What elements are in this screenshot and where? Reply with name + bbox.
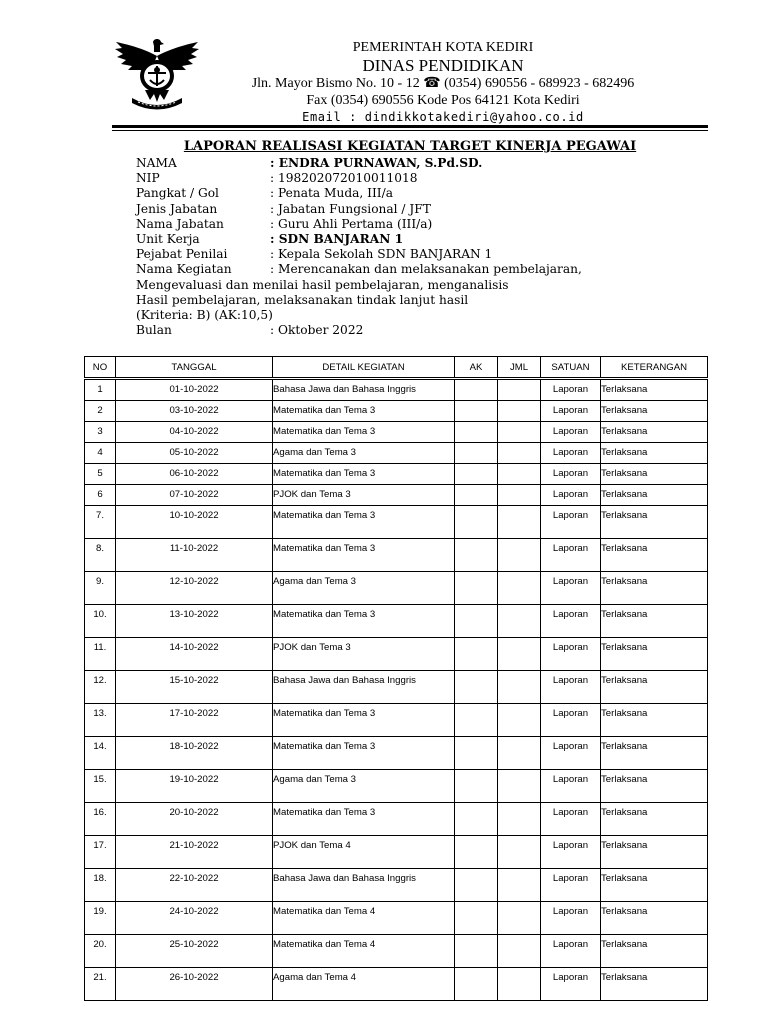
cell-tanggal: 06-10-2022 (116, 464, 273, 485)
table-row (85, 869, 708, 902)
cell-tanggal: 24-10-2022 (116, 902, 273, 935)
info-label: Jenis Jabatan (136, 201, 218, 216)
cell-keterangan: Terlaksana (601, 803, 708, 836)
cell-ak (455, 902, 498, 935)
col-header-no: NO (85, 357, 116, 379)
cell-jml (498, 737, 541, 770)
cell-no: 18. (85, 869, 116, 902)
cell-jml (498, 572, 541, 605)
cell-satuan: Laporan (541, 671, 601, 704)
col-header-jml: JML (498, 357, 541, 379)
cell-ak (455, 869, 498, 902)
cell-ak (455, 506, 498, 539)
cell-ak (455, 379, 498, 401)
cell-jml (498, 638, 541, 671)
cell-detail: PJOK dan Tema 3 (273, 638, 455, 671)
cell-detail: Matematika dan Tema 3 (273, 539, 455, 572)
info-label: NAMA (136, 156, 177, 170)
table-row (85, 379, 708, 401)
cell-satuan: Laporan (541, 704, 601, 737)
cell-jml (498, 803, 541, 836)
info-label: Bulan (136, 323, 172, 338)
cell-detail: Matematika dan Tema 3 (273, 737, 455, 770)
cell-keterangan: Terlaksana (601, 902, 708, 935)
table-row (85, 401, 708, 422)
cell-tanggal: 20-10-2022 (116, 803, 273, 836)
cell-detail: Matematika dan Tema 3 (273, 605, 455, 638)
kegiatan-criteria: (Kriteria: B) (AK:10,5) (136, 308, 273, 323)
col-header-ak: AK (455, 357, 498, 379)
info-value: : Penata Muda, III/a (270, 186, 393, 201)
cell-tanggal: 12-10-2022 (116, 572, 273, 605)
cell-ak (455, 803, 498, 836)
cell-satuan: Laporan (541, 539, 601, 572)
cell-no: 12. (85, 671, 116, 704)
cell-no: 4 (85, 443, 116, 464)
letterhead-divider-thick (112, 125, 708, 128)
table-row (85, 968, 708, 1001)
cell-no: 13. (85, 704, 116, 737)
cell-keterangan: Terlaksana (601, 539, 708, 572)
col-header-detail: DETAIL KEGIATAN (273, 357, 455, 379)
cell-jml (498, 506, 541, 539)
table-row (85, 704, 708, 737)
cell-detail: Matematika dan Tema 3 (273, 506, 455, 539)
cell-no: 17. (85, 836, 116, 869)
cell-no: 9. (85, 572, 116, 605)
cell-no: 15. (85, 770, 116, 803)
cell-tanggal: 05-10-2022 (116, 443, 273, 464)
cell-keterangan: Terlaksana (601, 464, 708, 485)
info-value: : Guru Ahli Pertama (III/a) (270, 216, 433, 231)
cell-keterangan: Terlaksana (601, 968, 708, 1001)
cell-keterangan: Terlaksana (601, 422, 708, 443)
cell-detail: Matematika dan Tema 3 (273, 803, 455, 836)
letterhead-address: Jln. Mayor Bismo No. 10 - 12 ☎ (0354) 690556 - 689923 - 682496 (251, 76, 635, 91)
info-row-nip (136, 171, 696, 186)
info-value: : Kepala Sekolah SDN BANJARAN 1 (270, 247, 493, 262)
info-value: : Jabatan Fungsional / JFT (270, 201, 431, 216)
cell-satuan: Laporan (541, 836, 601, 869)
cell-detail: Agama dan Tema 3 (273, 770, 455, 803)
table-body (85, 379, 708, 1001)
cell-detail: Agama dan Tema 3 (273, 572, 455, 605)
cell-satuan: Laporan (541, 422, 601, 443)
cell-keterangan: Terlaksana (601, 485, 708, 506)
cell-ak (455, 572, 498, 605)
cell-jml (498, 443, 541, 464)
cell-tanggal: 04-10-2022 (116, 422, 273, 443)
cell-ak (455, 836, 498, 869)
cell-jml (498, 379, 541, 401)
cell-ak (455, 422, 498, 443)
cell-detail: Matematika dan Tema 3 (273, 464, 455, 485)
cell-keterangan: Terlaksana (601, 671, 708, 704)
cell-keterangan: Terlaksana (601, 638, 708, 671)
table-row (85, 422, 708, 443)
cell-satuan: Laporan (541, 485, 601, 506)
cell-detail: PJOK dan Tema 3 (273, 485, 455, 506)
cell-tanggal: 14-10-2022 (116, 638, 273, 671)
cell-detail: Matematika dan Tema 3 (273, 704, 455, 737)
cell-tanggal: 03-10-2022 (116, 401, 273, 422)
cell-ak (455, 737, 498, 770)
cell-jml (498, 902, 541, 935)
cell-detail: Bahasa Jawa dan Bahasa Inggris (273, 379, 455, 401)
cell-keterangan: Terlaksana (601, 869, 708, 902)
letterhead (218, 40, 668, 125)
cell-satuan: Laporan (541, 902, 601, 935)
cell-tanggal: 13-10-2022 (116, 605, 273, 638)
cell-satuan: Laporan (541, 869, 601, 902)
cell-satuan: Laporan (541, 572, 601, 605)
cell-ak (455, 935, 498, 968)
col-header-satuan: SATUAN (541, 357, 601, 379)
cell-no: 6 (85, 485, 116, 506)
cell-ak (455, 704, 498, 737)
cell-tanggal: 07-10-2022 (116, 485, 273, 506)
report-title: LAPORAN REALISASI KEGIATAN TARGET KINERJA PEGAWAI (183, 139, 637, 154)
cell-detail: Matematika dan Tema 3 (273, 401, 455, 422)
cell-no: 2 (85, 401, 116, 422)
letterhead-agency: DINAS PENDIDIKAN (362, 56, 524, 75)
cell-no: 14. (85, 737, 116, 770)
cell-detail: Matematika dan Tema 4 (273, 902, 455, 935)
kegiatan-continuation: Mengevaluasi dan menilai hasil pembelajaran, menganalisis (136, 277, 509, 292)
cell-keterangan: Terlaksana (601, 770, 708, 803)
letterhead-government: PEMERINTAH KOTA KEDIRI (352, 40, 534, 55)
info-value: : Oktober 2022 (270, 323, 364, 338)
table-row (85, 638, 708, 671)
cell-jml (498, 401, 541, 422)
cell-tanggal: 10-10-2022 (116, 506, 273, 539)
cell-jml (498, 836, 541, 869)
cell-jml (498, 485, 541, 506)
table-row (85, 539, 708, 572)
table-header-row (85, 357, 708, 379)
info-label: NIP (136, 171, 160, 186)
cell-satuan: Laporan (541, 770, 601, 803)
info-row-bulan (136, 323, 696, 338)
cell-tanggal: 25-10-2022 (116, 935, 273, 968)
cell-ak (455, 443, 498, 464)
cell-jml (498, 539, 541, 572)
cell-tanggal: 01-10-2022 (116, 379, 273, 401)
cell-ak (455, 968, 498, 1001)
cell-keterangan: Terlaksana (601, 443, 708, 464)
table-row (85, 803, 708, 836)
cell-no: 20. (85, 935, 116, 968)
cell-jml (498, 770, 541, 803)
cell-no: 8. (85, 539, 116, 572)
cell-detail: Matematika dan Tema 4 (273, 935, 455, 968)
cell-jml (498, 935, 541, 968)
info-row-pejabat-penilai (136, 247, 696, 262)
cell-satuan: Laporan (541, 935, 601, 968)
table-row (85, 443, 708, 464)
cell-ak (455, 401, 498, 422)
info-label: Nama Jabatan (136, 216, 224, 231)
cell-satuan: Laporan (541, 401, 601, 422)
table-row (85, 671, 708, 704)
cell-ak (455, 485, 498, 506)
cell-jml (498, 464, 541, 485)
activity-table (84, 356, 708, 1001)
info-row-unit-kerja (136, 232, 696, 247)
cell-keterangan: Terlaksana (601, 737, 708, 770)
info-value: : ENDRA PURNAWAN, S.Pd.SD. (270, 156, 483, 170)
cell-no: 19. (85, 902, 116, 935)
table-row (85, 605, 708, 638)
cell-tanggal: 18-10-2022 (116, 737, 273, 770)
info-row-nama-jabatan (136, 217, 696, 232)
table-row (85, 935, 708, 968)
info-row-pangkat (136, 186, 696, 201)
info-value: : SDN BANJARAN 1 (270, 232, 404, 247)
cell-tanggal: 17-10-2022 (116, 704, 273, 737)
info-label: Unit Kerja (136, 232, 200, 247)
cell-detail: Matematika dan Tema 3 (273, 422, 455, 443)
cell-detail: Agama dan Tema 3 (273, 443, 455, 464)
cell-ak (455, 605, 498, 638)
info-label: Pejabat Penilai (136, 247, 228, 262)
cell-no: 11. (85, 638, 116, 671)
cell-tanggal: 15-10-2022 (116, 671, 273, 704)
cell-satuan: Laporan (541, 464, 601, 485)
table-row (85, 572, 708, 605)
info-row-jenis-jabatan (136, 202, 696, 217)
table-row (85, 464, 708, 485)
cell-keterangan: Terlaksana (601, 379, 708, 401)
cell-satuan: Laporan (541, 379, 601, 401)
cell-keterangan: Terlaksana (601, 572, 708, 605)
cell-tanggal: 26-10-2022 (116, 968, 273, 1001)
garuda-emblem-icon (112, 36, 202, 112)
cell-keterangan: Terlaksana (601, 836, 708, 869)
col-header-keterangan: KETERANGAN (601, 357, 708, 379)
cell-jml (498, 671, 541, 704)
cell-no: 21. (85, 968, 116, 1001)
table-row (85, 737, 708, 770)
cell-detail: PJOK dan Tema 4 (273, 836, 455, 869)
table-row (85, 485, 708, 506)
cell-no: 16. (85, 803, 116, 836)
cell-ak (455, 638, 498, 671)
kegiatan-continuation: Hasil pembelajaran, melaksanakan tindak lanjut hasil (136, 292, 469, 307)
col-header-tanggal: TANGGAL (116, 357, 273, 379)
cell-no: 3 (85, 422, 116, 443)
cell-no: 5 (85, 464, 116, 485)
cell-no: 7. (85, 506, 116, 539)
letterhead-fax: Fax (0354) 690556 Kode Pos 64121 Kota Kediri (306, 93, 580, 108)
info-row-nama (136, 156, 696, 171)
employee-info (136, 156, 696, 338)
cell-tanggal: 22-10-2022 (116, 869, 273, 902)
cell-keterangan: Terlaksana (601, 605, 708, 638)
cell-satuan: Laporan (541, 737, 601, 770)
cell-satuan: Laporan (541, 506, 601, 539)
table-row (85, 770, 708, 803)
cell-satuan: Laporan (541, 803, 601, 836)
cell-tanggal: 11-10-2022 (116, 539, 273, 572)
cell-keterangan: Terlaksana (601, 401, 708, 422)
table-row (85, 836, 708, 869)
cell-keterangan: Terlaksana (601, 506, 708, 539)
cell-ak (455, 464, 498, 485)
cell-ak (455, 770, 498, 803)
cell-no: 10. (85, 605, 116, 638)
cell-jml (498, 422, 541, 443)
cell-jml (498, 869, 541, 902)
table-row (85, 506, 708, 539)
cell-tanggal: 19-10-2022 (116, 770, 273, 803)
cell-detail: Bahasa Jawa dan Bahasa Inggris (273, 671, 455, 704)
info-label: Pangkat / Gol (136, 186, 219, 201)
cell-tanggal: 21-10-2022 (116, 836, 273, 869)
info-value: : Merencanakan dan melaksanakan pembelajaran, (270, 262, 582, 277)
cell-satuan: Laporan (541, 605, 601, 638)
cell-no: 1 (85, 379, 116, 401)
info-label: Nama Kegiatan (136, 262, 232, 277)
table-row (85, 902, 708, 935)
cell-keterangan: Terlaksana (601, 935, 708, 968)
cell-satuan: Laporan (541, 638, 601, 671)
info-row-nama-kegiatan (136, 262, 696, 277)
cell-ak (455, 539, 498, 572)
letterhead-divider-thin (112, 130, 708, 131)
cell-jml (498, 704, 541, 737)
cell-satuan: Laporan (541, 443, 601, 464)
cell-jml (498, 968, 541, 1001)
cell-satuan: Laporan (541, 968, 601, 1001)
cell-ak (455, 671, 498, 704)
cell-detail: Bahasa Jawa dan Bahasa Inggris (273, 869, 455, 902)
letterhead-email: Email : dindikkotakediri@yahoo.co.id (302, 110, 584, 124)
info-value: : 198202072010011018 (270, 171, 418, 186)
cell-jml (498, 605, 541, 638)
cell-keterangan: Terlaksana (601, 704, 708, 737)
cell-detail: Agama dan Tema 4 (273, 968, 455, 1001)
